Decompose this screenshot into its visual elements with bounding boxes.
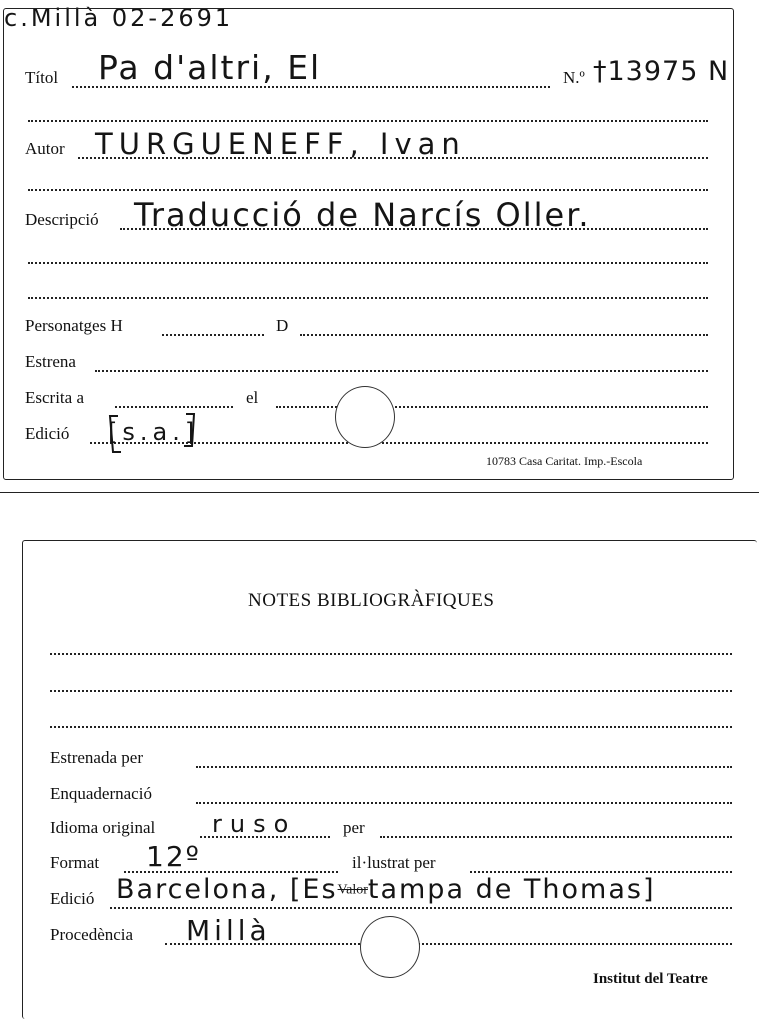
punch-hole-2 <box>360 916 420 978</box>
institute-footer: Institut del Teatre <box>593 971 708 987</box>
edicio-label: Edició <box>25 424 70 443</box>
number-value: †13975 N <box>593 56 730 87</box>
estrenada-line <box>196 766 732 768</box>
illustrat-label: il·lustrat per <box>352 853 436 872</box>
number-label: N.º <box>563 68 585 87</box>
autor-value: TURGUENEFF, Ivan <box>95 127 466 161</box>
idioma-label: Idioma original <box>50 818 156 837</box>
illustrat-line <box>470 871 732 873</box>
descripcio-value: Traducció de Narcís Oller. <box>134 196 591 234</box>
notes-line-1 <box>50 653 732 655</box>
notes-line-3 <box>50 726 732 728</box>
printer-imprint: 10783 Casa Caritat. Imp.-Escola <box>486 454 643 468</box>
procedencia-line-2 <box>418 943 732 945</box>
notes-heading: NOTES BIBLIOGRÀFIQUES <box>248 590 495 611</box>
titol-label: Títol <box>25 68 59 87</box>
idioma-value: ruso <box>212 810 297 838</box>
descripcio-label: Descripció <box>25 210 99 229</box>
titol-line-2 <box>28 120 708 122</box>
enquadernacio-line <box>196 802 732 804</box>
format-label: Format <box>50 853 100 872</box>
personatges-d-line <box>300 334 708 336</box>
edicio2-line <box>110 907 732 909</box>
edicio2-value-part-b: tampa de Thomas] <box>367 874 656 905</box>
personatges-label: Personatges H <box>25 316 123 335</box>
edicio2-label: Edició <box>50 889 95 908</box>
personatges-h-line <box>162 334 264 336</box>
procedencia-value: Millà <box>186 914 271 947</box>
idioma-per-line <box>380 836 732 838</box>
punch-hole <box>335 386 395 448</box>
card-separator <box>0 492 759 493</box>
archive-reference-note: c.Millà 02-2691 <box>4 4 234 32</box>
idioma-per-label: per <box>343 818 365 837</box>
edicio-value: [s.a.] <box>108 418 200 446</box>
autor-label: Autor <box>25 139 65 158</box>
notes-line-2 <box>50 690 732 692</box>
procedencia-label: Procedència <box>50 925 134 944</box>
personatges-d-label: D <box>276 316 289 335</box>
enquadernacio-label: Enquadernació <box>50 784 152 803</box>
estrenada-label: Estrenada per <box>50 748 143 767</box>
edicio2-value <box>116 874 655 905</box>
estrena-label: Estrena <box>25 352 76 371</box>
edicio2-value-part-a: Barcelona, [Es <box>116 874 338 905</box>
descripcio-line-2 <box>28 262 708 264</box>
estrena-line <box>95 370 708 372</box>
titol-value: Pa d'altri, El <box>98 48 322 87</box>
escrita-label: Escrita a <box>25 388 84 407</box>
escrita-line <box>115 406 233 408</box>
edicio2-struck-word: Valor <box>337 882 368 898</box>
descripcio-line-3 <box>28 297 708 299</box>
el-label: el <box>246 388 259 407</box>
format-value: 12º <box>146 840 201 873</box>
autor-line-2 <box>28 189 708 191</box>
